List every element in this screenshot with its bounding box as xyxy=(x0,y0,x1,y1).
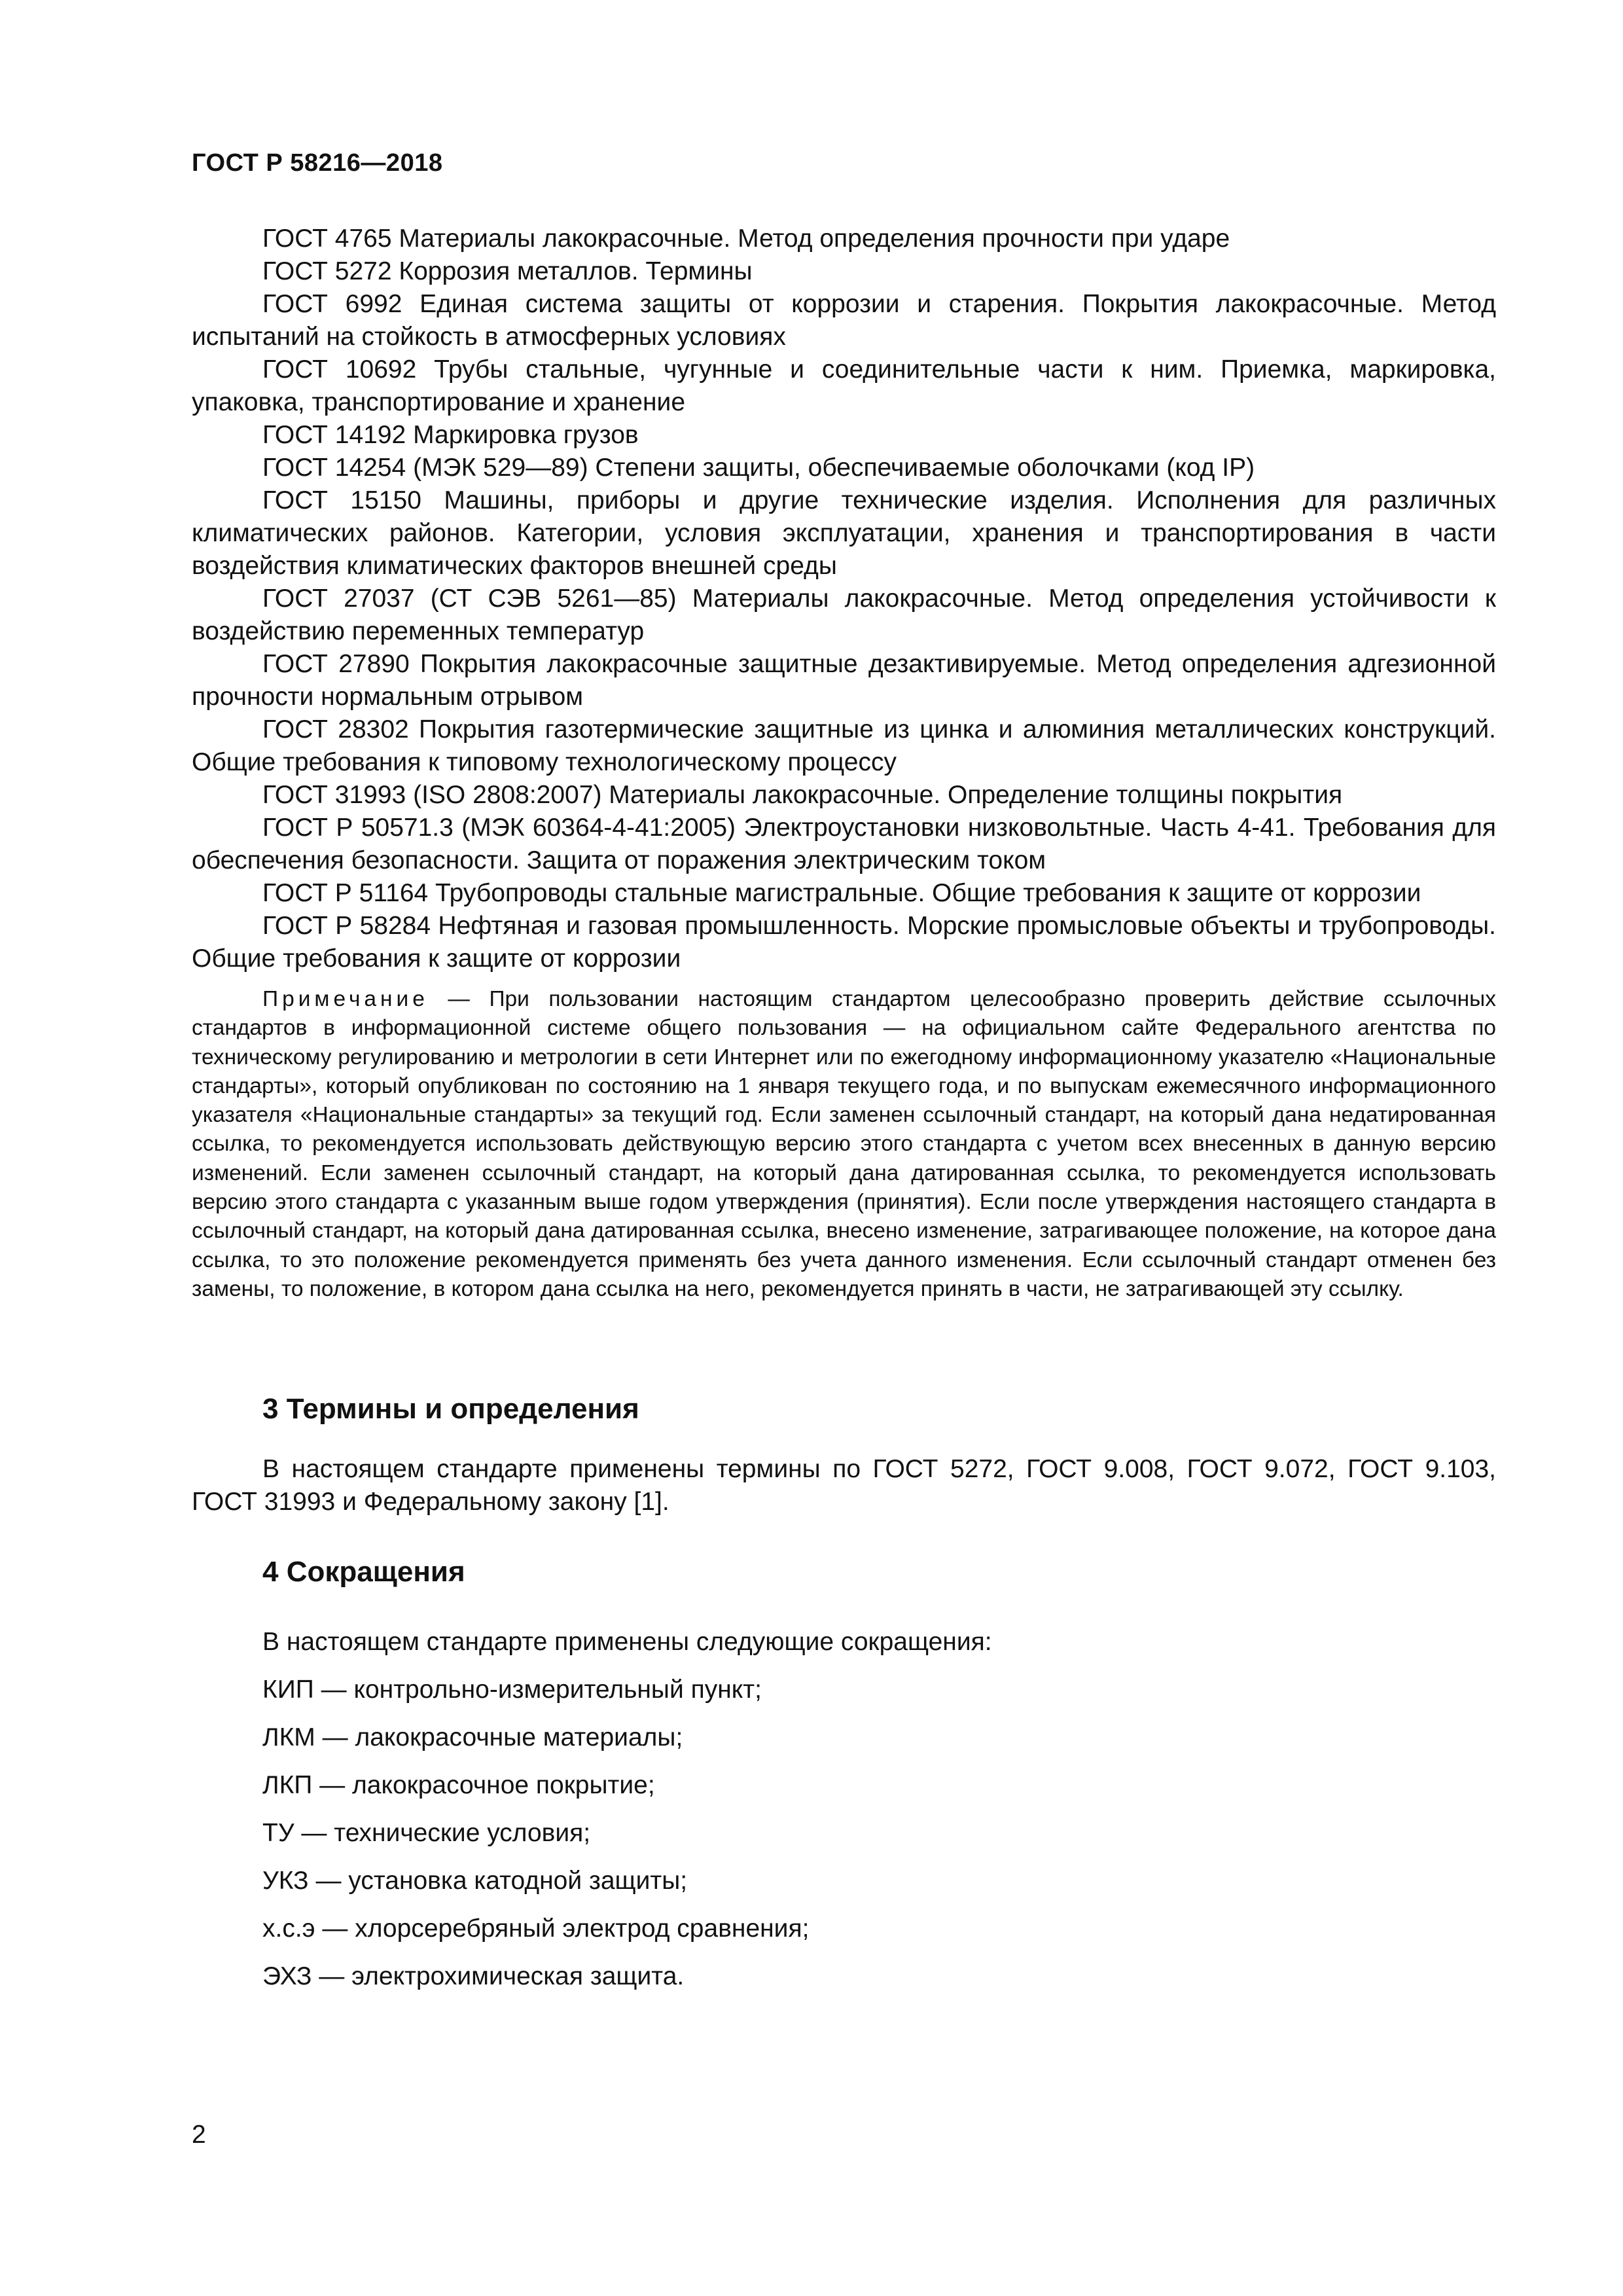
abbreviation-item: ТУ — технические условия; xyxy=(262,1819,591,1847)
reference-item: ГОСТ 28302 Покрытия газотермические защитные из цинка и алюминия металлических конструкций. Общие требования к типовому технологическому процессу xyxy=(192,715,1496,776)
reference-item: ГОСТ 31993 (ISO 2808:2007) Материалы лакокрасочные. Определение толщины покрытия xyxy=(262,781,1343,809)
abbreviation-item: КИП — контрольно-измерительный пункт; xyxy=(262,1676,762,1704)
normative-references-list xyxy=(192,223,1496,975)
reference-item: ГОСТ Р 51164 Трубопроводы стальные магистральные. Общие требования к защите от коррозии xyxy=(262,879,1421,907)
page-number: 2 xyxy=(192,2121,206,2149)
abbreviation-item: ЛКМ — лакокрасочные материалы; xyxy=(262,1723,683,1751)
note-text: — При пользовании настоящим стандартом целесообразно проверить действие ссылочных стандартов в информационной системе общего пользования — на официальном сайте Федерального агентства по техническому регулированию и метрологии в сети Интернет или по ежегодному информационному указателю «Национальные стандарты», который опубликован по состоянию на 1 января текущего года, и по выпускам ежемесячного информационного указателя «Национальные стандарты» за текущий год. Если заменен ссылочный стандарт, на который дана недатированная ссылка, то рекомендуется использовать действующую версию этого стандарта с учетом всех внесенных в данную версию изменений. Если заменен ссылочный стандарт, на который дана датированная ссылка, то рекомендуется использовать версию этого стандарта с указанным выше годом утверждения (принятия). Если после утверждения настоящего стандарта в ссылочный стандарт, на который дана датированная ссылка, внесено изменение, затрагивающее положение, на которое дана ссылка, то это положение рекомендуется применять без учета данного изменения. Если ссылочный стандарт отменен без замены, то положение, в котором дана ссылка на него, рекомендуется принять в части, не затрагивающей эту ссылку. xyxy=(192,987,1496,1301)
note-label: Примечание xyxy=(262,987,429,1011)
reference-item: ГОСТ 14254 (МЭК 529—89) Степени защиты, обеспечиваемые оболочками (код IP) xyxy=(262,454,1255,482)
reference-item: ГОСТ Р 50571.3 (МЭК 60364-4-41:2005) Электроустановки низковольтные. Часть 4-41. Требования для обеспечения безопасности. Защита от поражения электрическим током xyxy=(192,814,1496,874)
reference-item: ГОСТ 6992 Единая система защиты от коррозии и старения. Покрытия лакокрасочные. Метод испытаний на стойкость в атмосферных условиях xyxy=(192,290,1496,351)
abbreviations-list xyxy=(262,1626,992,2008)
reference-item: ГОСТ 14192 Маркировка грузов xyxy=(262,421,639,449)
reference-item: ГОСТ 4765 Материалы лакокрасочные. Метод определения прочности при ударе xyxy=(262,224,1230,253)
reference-item: ГОСТ 27890 Покрытия лакокрасочные защитные дезактивируемые. Метод определения адгезионной прочности нормальным отрывом xyxy=(192,650,1496,711)
note-paragraph xyxy=(192,985,1496,1304)
document-header: ГОСТ Р 58216—2018 xyxy=(192,149,443,177)
reference-item: ГОСТ 27037 (СТ СЭВ 5261—85) Материалы лакокрасочные. Метод определения устойчивости к воздействию переменных температур xyxy=(192,584,1496,645)
section-3-title: 3 Термины и определения xyxy=(262,1393,639,1425)
reference-item: ГОСТ 10692 Трубы стальные, чугунные и соединительные части к ним. Приемка, маркировка, упаковка, транспортирование и хранение xyxy=(192,355,1496,416)
abbreviation-item: УКЗ — установка катодной защиты; xyxy=(262,1867,688,1895)
abbreviation-item: ЭХЗ — электрохимическая защита. xyxy=(262,1962,685,1990)
abbreviation-item: ЛКП — лакокрасочное покрытие; xyxy=(262,1771,655,1799)
section-4-title: 4 Сокращения xyxy=(262,1556,465,1588)
reference-item: ГОСТ Р 58284 Нефтяная и газовая промышленность. Морские промысловые объекты и трубопроводы. Общие требования к защите от коррозии xyxy=(192,912,1496,973)
abbreviation-item: х.с.э — хлорсеребряный электрод сравнения; xyxy=(262,1914,810,1943)
abbreviations-intro: В настоящем стандарте применены следующие сокращения: xyxy=(262,1628,992,1656)
reference-item: ГОСТ 15150 Машины, приборы и другие технические изделия. Исполнения для различных климатических районов. Категории, условия эксплуатации, хранения и транспортирования в части воздействия климатических факторов внешней среды xyxy=(192,486,1496,580)
section-3-text: В настоящем стандарте применены термины по ГОСТ 5272, ГОСТ 9.008, ГОСТ 9.072, ГОСТ 9.103, ГОСТ 31993 и Федеральному закону [1]. xyxy=(192,1455,1496,1516)
reference-item: ГОСТ 5272 Коррозия металлов. Термины xyxy=(262,257,753,285)
